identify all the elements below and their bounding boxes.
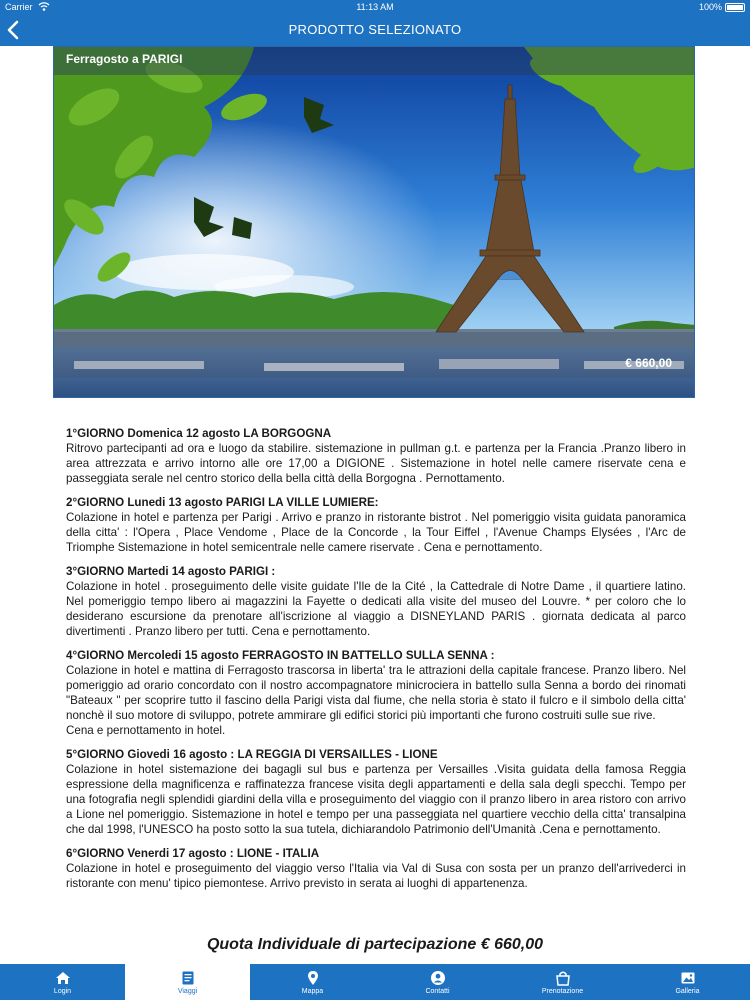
tab-login[interactable] [0, 964, 125, 1000]
tab-viaggi[interactable] [125, 964, 250, 1000]
hero-product-title: Ferragosto a PARIGI [66, 52, 183, 66]
clock-time: 11:13 AM [356, 2, 394, 12]
day-heading: 6°GIORNO Venerdi 17 agosto : LIONE - ITALIA [66, 847, 320, 860]
day-body: Colazione in hotel sistemazione dei bagagli sul bus e partenza per Versailles .Visita guidata della famosa Reggia espressione della magnificenza e raffinatezza francese visita degli appartamenti e della sala degli specchi. Tempo per una fotografia negli splendidi giardini della villa e proseguimento del viaggio con il pranzo libero in area ristoro con arrivo a Lione nel pomeriggio. Sistemazione in hotel e tempo per una passeggiata nel quartiere vecchio della citta' transalpina che dal 1998, l'UNESCO ha posto sotto la sua tutela, dichiarandolo Patrimonio dell'Umanità .Cena e pernottamento. [66, 763, 686, 836]
itinerary-day [66, 426, 686, 486]
tab-mappa[interactable] [250, 964, 375, 1000]
price-per-person: Quota Individuale di partecipazione € 660,00 [206, 936, 544, 953]
tab-label: Prenotazione [541, 988, 584, 995]
day-heading: 1°GIORNO Domenica 12 agosto LA BORGOGNA [66, 427, 332, 440]
carrier-label: Carrier [5, 2, 33, 12]
itinerary-day [66, 495, 686, 555]
page-title: PRODOTTO SELEZIONATO [288, 22, 462, 37]
day-heading: 3°GIORNO Martedi 14 agosto PARIGI : [66, 565, 276, 578]
home-icon [55, 970, 71, 986]
itinerary-description [66, 426, 686, 900]
status-bar [0, 0, 750, 14]
tab-galleria[interactable] [625, 964, 750, 1000]
day-heading: 2°GIORNO Lunedi 13 agosto PARIGI LA VILLE LUMIERE: [66, 496, 379, 509]
tab-prenotazione[interactable] [500, 964, 625, 1000]
itinerary-day [66, 564, 686, 639]
image-icon [680, 970, 696, 986]
document-icon [180, 970, 196, 986]
day-body: Colazione in hotel e proseguimento del viaggio verso l'Italia via Val di Susa con sosta per un pranzo dell'arrivederci in ristorante con menu' tipico piemontese. Arrivo previsto in serata ai luoghi di appartenenza. [66, 862, 686, 890]
day-body: Colazione in hotel e partenza per Parigi . Arrivo e pranzo in ristorante bistrot . Nel pomeriggio visita guidata panoramica della citta' : l'Opera , Place Vendome , Place de la Concorde , la Tour Eiffel , l'Avenue Champs Elysées , l'Arc de Triomphe Sistemazione in hotel semicentrale nelle camere riservate . Cena e pernottamento. [66, 511, 686, 554]
itinerary-day [66, 846, 686, 891]
day-body: Colazione in hotel e mattina di Ferragosto trascorsa in liberta' tra le attrazioni della capitale francese. Pranzo libero. Nel pomeriggio ad orario concordato con il nostro accompagnatore minicrociera in battello sulla Senna a bordo dei rinomati "Bateaux " per scoprire tutto il fascino della Parigi vista dal fiume, che nella storia è stato il fulcro e il simbolo della citta' nonchè il suo motore di sviluppo, potrete ammirare gli edifici storici più importanti che furono costruiti sulle sue rive. [66, 664, 686, 722]
hero-price: € 660,00 [625, 356, 672, 370]
tab-label: Galleria [675, 988, 700, 995]
day-body: Ritrovo partecipanti ad ora e luogo da stabilire. sistemazione in pullman g.t. e partenza per la Francia .Pranzo libero in area attrezzata e arrivo intorno alle ore 17,00 a DIGIONE . Sistemazione in hotel nelle camere riservate cena e passeggiata serale nel centro storico della bella città della Borgogna . Pernottamento. [66, 442, 686, 485]
tab-label: Contatti [425, 988, 450, 995]
tab-contatti[interactable] [375, 964, 500, 1000]
day-heading: 5°GIORNO Giovedi 16 agosto : LA REGGIA DI VERSAILLES - LIONE [66, 748, 438, 761]
nav-bar [0, 14, 750, 46]
contact-icon [430, 970, 446, 986]
itinerary-day [66, 747, 686, 837]
tab-label: Viaggi [177, 988, 198, 995]
day-body: Colazione in hotel . proseguimento delle visite guidate l'Ile de la Cité , la Cattedrale di Notre Dame , il quartiere latino. Nel pomeriggio tempo libero ai magazzini la Fayette o dedicati alla visite del museo del Louvre. * per coloro che lo desiderano escursione da prenotare all'iscrizione al viaggio a DISNEYLAND PARIS . giornata dedicata al parco divertimenti . Pranzo libero per tutti. Cena e pernottamento. [66, 580, 686, 638]
hero-price-strip [54, 332, 694, 378]
day-body-extra: Cena e pernottamento in hotel. [66, 724, 226, 737]
tab-label: Mappa [301, 988, 324, 995]
product-hero-image [53, 46, 695, 398]
battery-percent: 100% [698, 2, 722, 12]
shopping-bag-icon [555, 970, 571, 986]
tab-label: Login [53, 988, 72, 995]
map-pin-icon [305, 970, 321, 986]
tab-bar [0, 964, 750, 1000]
battery-icon [725, 3, 745, 12]
day-heading: 4°GIORNO Mercoledi 15 agosto FERRAGOSTO IN BATTELLO SULLA SENNA : [66, 649, 495, 662]
itinerary-day [66, 648, 686, 738]
